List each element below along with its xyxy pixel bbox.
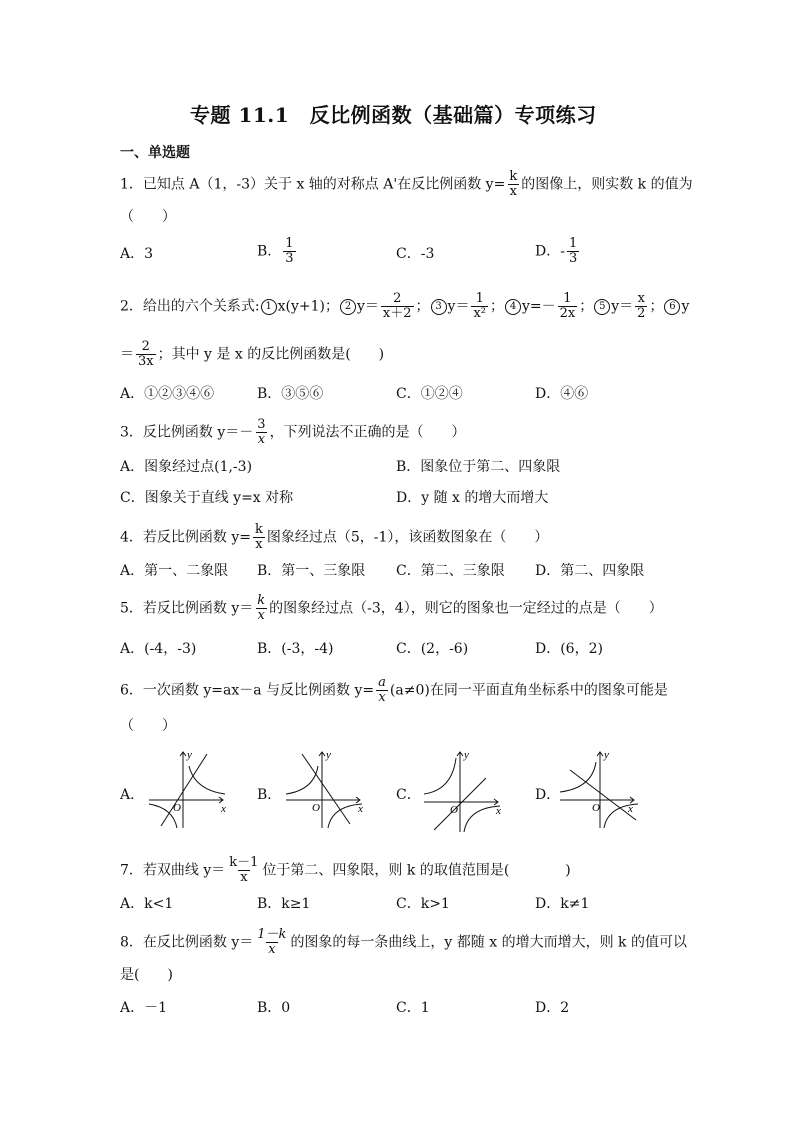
option-b[interactable]: B．第一、三象限 [257, 563, 366, 579]
graph-a [145, 748, 235, 830]
option-b[interactable]: B． $\frac{1}{3}$ [257, 236, 294, 266]
hyperbola-branch [189, 766, 225, 794]
svg-text:y: y [187, 749, 192, 761]
option-a[interactable]: A．－1 [120, 1000, 168, 1016]
question-4-stem: 4．若反比例函数 y= $\frac{k}{x}$ 图象经过点（5，-1），该函数图象在（ ） [120, 522, 549, 552]
option-b[interactable]: B．0 [257, 1000, 291, 1016]
question-1-stem: 1．已知点 A（1，-3）关于 x 轴的对称点 A'在反比例函数 y= $\frac{k}{x}$ 的图像上，则实数 k 的值为 [120, 169, 693, 199]
option-c[interactable]: C．-3 [396, 246, 435, 262]
option-d[interactable]: D．- $\frac{1}{3}$ [535, 236, 578, 266]
option-a[interactable]: A． [120, 787, 145, 803]
hyperbola-branch [560, 762, 596, 792]
option-a[interactable]: A．(-4，-3) [120, 641, 197, 657]
question-2-stem: 2．给出的六个关系式: 1 x(y+1)； 2 y＝ $\frac{2}{x+2}$ ； 3 y＝ $\frac{1}{\text{x²}}$ ； 4 y=－ $\frac{1}{2x}$ ； 5 y＝ $\frac{x}{2}$ ； 6 y [120, 291, 690, 321]
question-8-stem: 8．在反比例函数 y＝ $\frac{1-k}{x}$ 的图象的每一条曲线上，y 都随 x 的增大而增大，则 k 的值可以 [120, 927, 687, 957]
question-5-stem: 5．若反比例函数 y＝ $\frac{k}{x}$ 的图象经过点（-3，4），则它的图象也一定经过的点是（ ） [120, 593, 663, 623]
fraction: $\frac{k}{x}$ [509, 169, 518, 199]
question-3-stem: 3．反比例函数 y＝－ $\frac{3}{x}$ ，下列说法不正确的是（ ） [120, 417, 466, 447]
option-d[interactable]: D．k≠1 [535, 896, 590, 912]
question-7-stem: 7．若双曲线 y＝ $\frac{k-1}{x}$ 位于第二、四象限，则 k 的取值范围是( ) [120, 855, 571, 885]
graph-b [282, 748, 372, 830]
question-6-stem: 6．一次函数 y=ax－a 与反比例函数 y= $\frac{a}{x}$ (a≠0)在同一平面直角坐标系中的图象可能是 [120, 675, 668, 705]
svg-text:O: O [450, 804, 458, 816]
hyperbola-branch [464, 806, 500, 832]
line-graph [161, 754, 207, 826]
option-a[interactable]: A．3 [120, 246, 154, 262]
svg-text:y: y [604, 749, 609, 761]
option-d[interactable]: D．第二、四象限 [535, 563, 645, 579]
option-c[interactable]: C． [396, 787, 421, 803]
answer-paren: （ ） [120, 718, 176, 734]
svg-text:x: x [496, 805, 501, 817]
page-title: 专题 11.1 反比例函数（基础篇）专项练习 [190, 103, 597, 127]
option-c[interactable]: C．1 [396, 1000, 430, 1016]
line-graph [302, 754, 350, 824]
hyperbola-branch [604, 804, 638, 828]
option-b[interactable]: B．k≥1 [257, 896, 311, 912]
option-c[interactable]: C．k>1 [396, 896, 450, 912]
section-heading: 一、单选题 [120, 145, 190, 161]
option-b[interactable]: B．③⑤⑥ [257, 386, 324, 402]
svg-text:x: x [628, 803, 633, 815]
option-a[interactable]: A．第一、二象限 [120, 563, 229, 579]
line-graph [570, 770, 636, 820]
svg-text:x: x [358, 803, 363, 815]
question-8-stem-line2: 是( ) [120, 967, 173, 983]
option-d[interactable]: D．y 随 x 的增大而增大 [396, 490, 549, 506]
option-c[interactable]: C．①②④ [396, 386, 463, 402]
option-d[interactable]: D．(6，2) [535, 641, 603, 657]
option-d[interactable]: D． [535, 787, 561, 803]
option-a[interactable]: A．图象经过点(1,-3) [120, 459, 253, 475]
svg-text:O: O [173, 802, 181, 814]
option-c[interactable]: C．(2，-6) [396, 641, 469, 657]
option-a[interactable]: A．k<1 [120, 896, 174, 912]
option-a[interactable]: A．①②③④⑥ [120, 386, 215, 402]
hyperbola-branch [424, 758, 456, 794]
svg-text:O: O [312, 802, 320, 814]
graph-d [556, 748, 646, 830]
option-c[interactable]: C．图象关于直线 y=x 对称 [120, 490, 294, 506]
option-b[interactable]: B．(-3，-4) [257, 641, 334, 657]
option-b[interactable]: B． [257, 787, 282, 803]
answer-paren: （ ） [120, 209, 176, 225]
svg-text:y: y [326, 749, 331, 761]
svg-text:x: x [221, 803, 226, 815]
svg-text:O: O [592, 802, 600, 814]
question-2-stem-line2: ＝ $\frac{2}{3x}$ ；其中 y 是 x 的反比例函数是( ) [120, 339, 385, 369]
option-b[interactable]: B．图象位于第二、四象限 [396, 459, 561, 475]
graph-c [420, 748, 510, 834]
option-d[interactable]: D．④⑥ [535, 386, 589, 402]
option-d[interactable]: D．2 [535, 1000, 570, 1016]
svg-text:y: y [464, 749, 469, 761]
option-c[interactable]: C．第二、三象限 [396, 563, 505, 579]
